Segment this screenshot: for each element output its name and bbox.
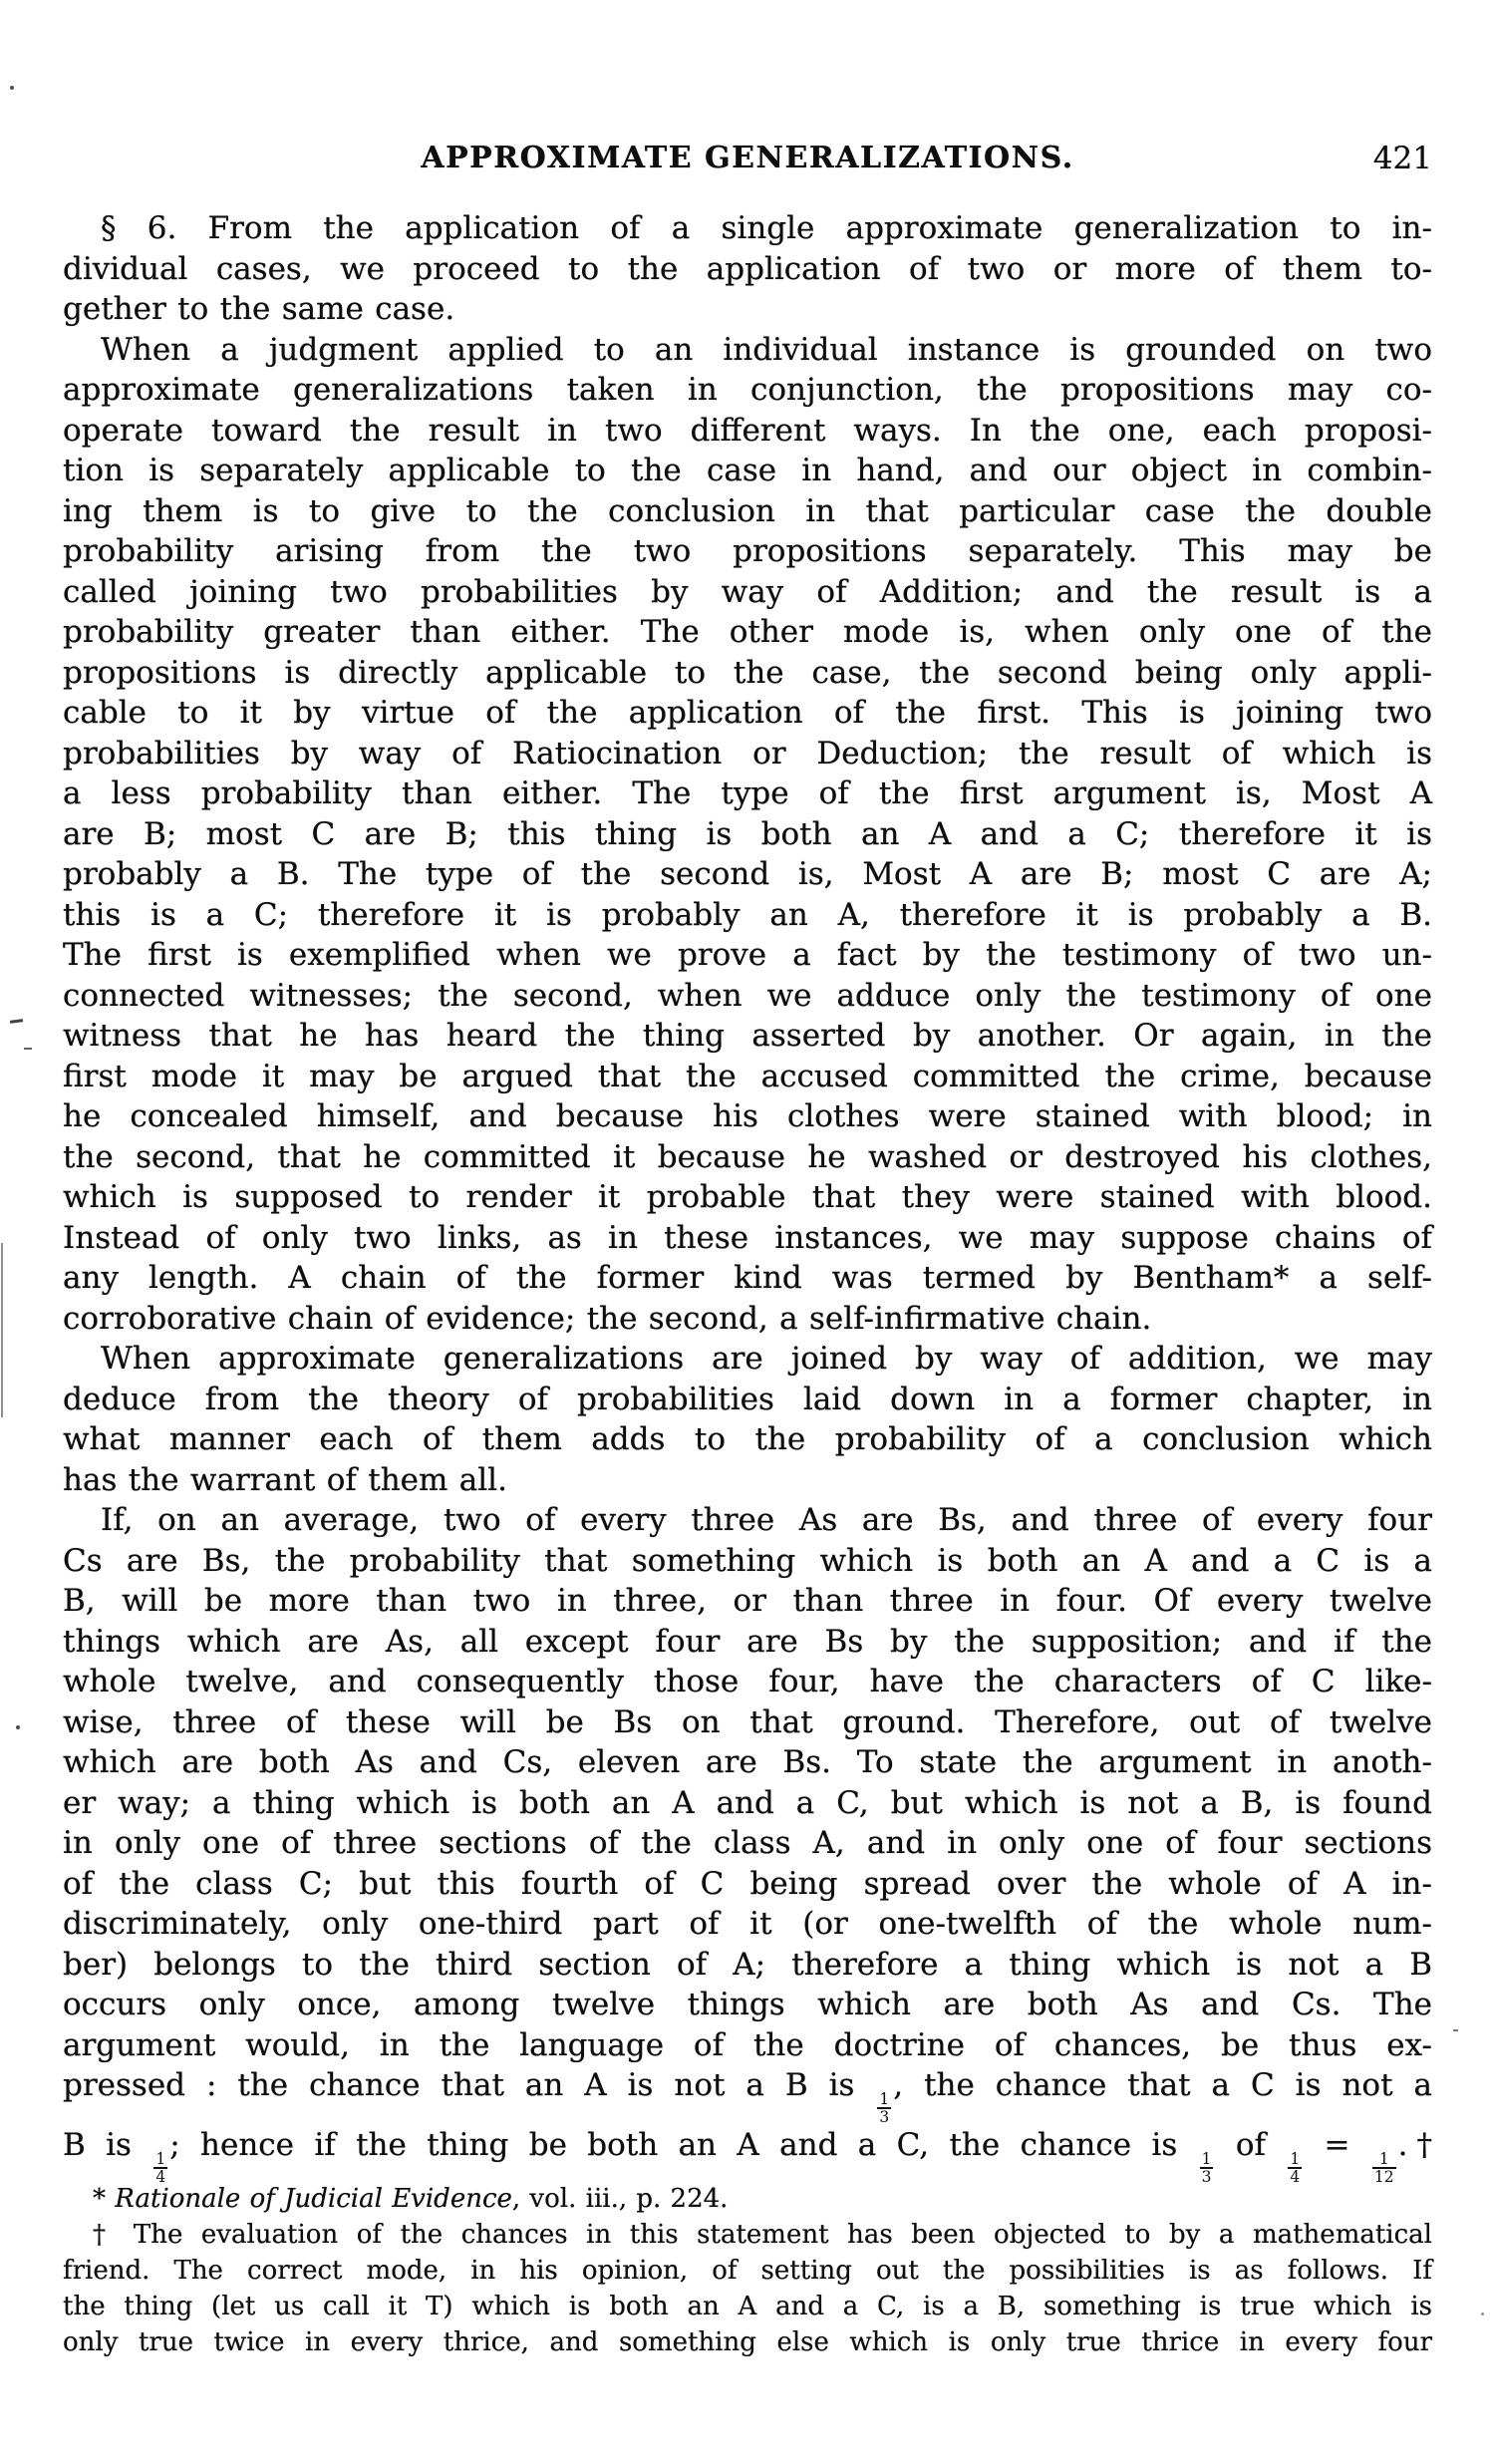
- text-line: occurs only once, among twelve things which are both As and Cs. The: [63, 1987, 1432, 2022]
- text-line: § 6. From the application of a single approximate generalization to in-: [101, 210, 1432, 246]
- text-line: When approximate generalizations are joined by way of addition, we may: [101, 1341, 1432, 1377]
- scan-artifact: [10, 1019, 23, 1024]
- text-line: argument would, in the language of the doctrine of chances, be thus ex-: [63, 2026, 1432, 2063]
- text-line: things which are As, all except four are Bs by the supposition; and if the: [63, 1623, 1432, 1660]
- text-line: Cs are Bs, the probability that something which is both an A and a C is a: [63, 1542, 1432, 1579]
- text-line: called joining two probabilities by way of Addition; and the result is a: [63, 573, 1432, 610]
- stacked-fraction: $\frac{1}{4}$: [155, 2149, 166, 2186]
- scan-artifact: [24, 1048, 32, 1050]
- text-line: ber) belongs to the third section of A; therefore a thing which is not a B: [63, 1946, 1432, 1983]
- text-line: † The evaluation of the chances in this statement has been objected to by a mathematical: [93, 2220, 1432, 2250]
- text-line: B, will be more than two in three, or than three in four. Of every twelve: [63, 1583, 1432, 1619]
- body-text: [63, 208, 1432, 2185]
- text-line: corroborative chain of evidence; the second, a self-infirmative chain.: [63, 1300, 1152, 1337]
- text-line: * Rationale of Judicial Evidence, vol. iii., p. 224.: [93, 2184, 729, 2214]
- text-line: er way; a thing which is both an A and a C, but which is not a B, is found: [63, 1784, 1432, 1821]
- text-line: When a judgment applied to an individual instance is grounded on two: [101, 331, 1432, 368]
- text-line: which are both As and Cs, eleven are Bs. To state the argument in anoth-: [63, 1744, 1432, 1780]
- text-line: discriminately, only one-third part of it (or one-twelfth of the whole num-: [63, 1906, 1432, 1942]
- scan-artifact: [1453, 2029, 1458, 2031]
- text-line: a less probability than either. The type of the first argument is, Most A: [63, 775, 1432, 811]
- text-line: probability arising from the two propositions separately. This may be: [63, 533, 1432, 569]
- text-line: in only one of three sections of the class A, and in only one of four sections: [63, 1825, 1432, 1861]
- text-line: only true twice in every thrice, and something else which is only true thrice in every four: [63, 2327, 1432, 2357]
- stacked-fraction: $\frac{1}{12}$: [1373, 2149, 1394, 2186]
- text-line: the thing (let us call it T) which is both an A and a C, is a B, something is true which is: [63, 2292, 1432, 2321]
- text-line: gether to the same case.: [63, 291, 455, 327]
- text-line: tion is separately applicable to the case in hand, and our object in combin-: [63, 453, 1432, 488]
- text-line: wise, three of these will be Bs on that ground. Therefore, out of twelve: [63, 1703, 1432, 1740]
- page-number: 421: [1372, 141, 1432, 176]
- stacked-fraction: $\frac{1}{3}$: [1201, 2149, 1212, 2186]
- text-line: probabilities by way of Ratiocination or Deduction; the result of which is: [63, 735, 1432, 771]
- page-header: [63, 141, 1432, 182]
- text-line: operate toward the result in two different ways. In the one, each proposi-: [63, 412, 1432, 449]
- text-line: what manner each of them adds to the probability of a conclusion which: [63, 1421, 1432, 1457]
- text-line: propositions is directly applicable to the case, the second being only appli-: [63, 654, 1432, 691]
- text-line: witness that he has heard the thing asserted by another. Or again, in the: [63, 1018, 1432, 1054]
- running-head-title: APPROXIMATE GENERALIZATIONS.: [421, 141, 1074, 175]
- paragraph: [63, 2217, 1432, 2360]
- text-line: connected witnesses; the second, when we adduce only the testimony of one: [63, 977, 1432, 1014]
- text-line: deduce from the theory of probabilities laid down in a former chapter, in: [63, 1381, 1432, 1417]
- text-line: the second, that he committed it because he washed or destroyed his clothes,: [63, 1138, 1432, 1175]
- text-line: If, on an average, two of every three As are Bs, and three of every four: [101, 1502, 1432, 1538]
- paragraph: [63, 1500, 1432, 2185]
- scan-artifact: [10, 86, 14, 90]
- stacked-fraction: $\frac{1}{3}$: [879, 2089, 890, 2126]
- text-line: of the class C; but this fourth of C being spread over the whole of A in-: [63, 1865, 1432, 1902]
- text-line: cable to it by virtue of the application of the first. This is joining two: [63, 695, 1432, 731]
- text-line: friend. The correct mode, in his opinion, of setting out the possibilities is as follows. If: [63, 2256, 1432, 2286]
- text-line: The first is exemplified when we prove a fact by the testimony of two un-: [63, 937, 1432, 973]
- text-line: any length. A chain of the former kind was termed by Bentham* a self-: [63, 1260, 1432, 1296]
- text-line: ing them is to give to the conclusion in that particular case the double: [63, 492, 1432, 529]
- text-line: which is supposed to render it probable that they were stained with blood.: [63, 1179, 1432, 1215]
- footnotes: [63, 2181, 1432, 2360]
- scan-artifact: [16, 1725, 20, 1729]
- text-line: Instead of only two links, as in these instances, we may suppose chains of: [63, 1219, 1432, 1256]
- text-line: he concealed himself, and because his clothes were stained with blood; in: [63, 1098, 1432, 1134]
- scan-artifact: [1481, 2312, 1484, 2315]
- text-line: dividual cases, we proceed to the application of two or more of them to-: [63, 250, 1432, 287]
- paragraph: [63, 208, 1432, 330]
- paragraph: [63, 1339, 1432, 1500]
- text-line: this is a C; therefore it is probably an A, therefore it is probably a B.: [63, 896, 1432, 933]
- text-line: probably a B. The type of the second is, Most A are B; most C are A;: [63, 856, 1432, 892]
- text-line: has the warrant of them all.: [63, 1461, 507, 1498]
- stacked-fraction: $\frac{1}{4}$: [1290, 2149, 1301, 2186]
- paragraph: [63, 2181, 1432, 2217]
- text-line: B is $\frac{1}{4}$ ; hence if the thing be both an A and a C, the chance is $\frac{1}{3}$ of $\frac{1}{4}$ = $\frac{1}{12}$ .†: [63, 2127, 1432, 2186]
- text-line: whole twelve, and consequently those four, have the characters of C like-: [63, 1664, 1432, 1699]
- text-line: pressed : the chance that an A is not a B is $\frac{1}{3}$ , the chance that a C is not a: [63, 2067, 1432, 2126]
- italic-citation-title: Rationale of Judicial Evidence: [115, 2184, 512, 2214]
- text-line: approximate generalizations taken in conjunction, the propositions may co-: [63, 372, 1432, 408]
- scan-artifact: [1, 1243, 3, 1417]
- text-line: are B; most C are B; this thing is both an A and a C; therefore it is: [63, 815, 1432, 852]
- paragraph: [63, 330, 1432, 1340]
- text-line: first mode it may be argued that the accused committed the crime, because: [63, 1058, 1432, 1094]
- text-line: probability greater than either. The other mode is, when only one of the: [63, 614, 1432, 650]
